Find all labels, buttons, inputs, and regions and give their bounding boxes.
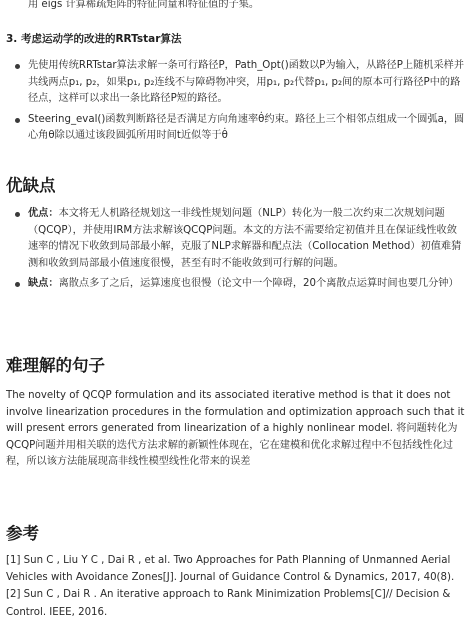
- references-heading: 参考: [6, 524, 39, 543]
- eigs-note: 用 eigs 计算稀疏矩阵的特征向量和特征值的子集。: [28, 0, 260, 10]
- reference-item: [2] Sun C , Dai R . An iterative approach to Rank Minimization Problems[C]// Decision & Control. IEEE, 2016.: [6, 589, 451, 618]
- bullet-text: Steering_eval()函数判断路径是否满足方向角速率θ̇约束。路径上三个相邻点组成一个圆弧a，圆心角θ除以通过该段圆弧所用时间t近似等于θ̇: [28, 113, 465, 142]
- bullet-dot: [15, 282, 20, 287]
- list-item: [6, 58, 466, 108]
- hard-sentences-heading: 难理解的句子: [6, 356, 105, 375]
- bullet-dot: [15, 64, 20, 69]
- list-item: [6, 206, 466, 272]
- pros-cons-heading: 优缺点: [6, 176, 56, 195]
- pros-text: 本文将无人机路径规划这一非线性规划问题（NLP）转化为一般二次约束二次规划问题（QCQP），并使用IRM方法求解该QCQP问题。本文的方法不需要给定初值并且在保证线性收敛速率的情况下收敛到局部最小解，克服了NLP求解器和配点法（Collocation Method）初值难猜测和收敛到局部最小值速度很慢，甚至有时不能收敛到可行解的问题。: [28, 208, 462, 269]
- reference-item: [1] Sun C , Liu Y C , Dai R , et al. Two Approaches for Path Planning of Unmanned Aerial Vehicles with Avoidance Zones[J]. Journal of Guidance Control & Dynamics, 2017, 40(8).: [6, 555, 455, 584]
- bullet-dot: [15, 212, 20, 217]
- list-item: [6, 276, 466, 293]
- pros-label: 优点：: [28, 208, 59, 219]
- references-list: [6, 552, 466, 621]
- hard-sentence-paragraph: The novelty of QCQP formulation and its associated iterative method is that it does not involve linearization procedures in the formulation and optimization approach such that it will present errors generated from linearization of a highly nonlinear model. 将问题转化为QCQP问题并用相关联的迭代方法求解的新颖性体现在，它在建模和优化求解过程中不包括线性化过程，所以该方法能展现高非线性模型线性化带来的误差: [6, 390, 465, 468]
- cons-label: 缺点：: [28, 278, 59, 290]
- section3-list: [6, 58, 466, 149]
- bullet-dot: [15, 118, 20, 123]
- list-item: [6, 112, 466, 145]
- section3-heading: 3. 考虑运动学的改进的RRTstar算法: [6, 33, 182, 45]
- cons-text: 离散点多了之后，运算速度也很慢（论文中一个障碍，20个离散点运算时间也要几分钟）: [58, 278, 459, 290]
- pros-cons-list: [6, 206, 466, 297]
- bullet-text: 先使用传统RRTstar算法求解一条可行路径P，Path_Opt()函数以P为输入，从路径P上随机采样并共线两点p₁, p₂，如果p₁, p₂连线不与障碍物冲突，用p₁, p₂代替p₁, p₂间的原本可行路径P中的路径点，这样可以求出一条比路径P短的路径。: [28, 60, 465, 105]
